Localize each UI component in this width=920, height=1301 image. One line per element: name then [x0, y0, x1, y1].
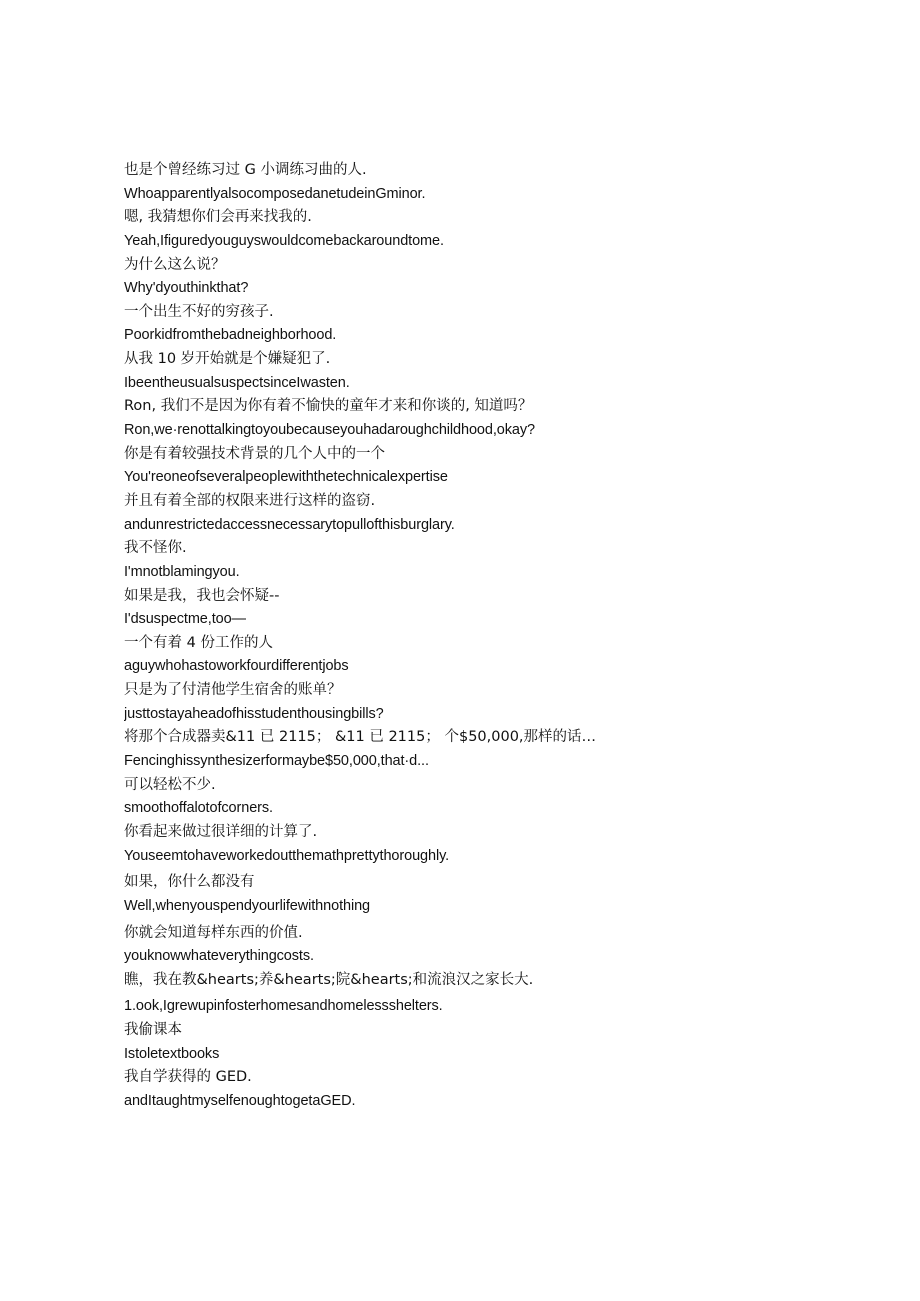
english-subtitle-line: Yeah,Ifiguredyouguyswouldcomebackaroundtome.	[124, 232, 444, 249]
chinese-subtitle-line: Ron, 我们不是因为你有着不愉快的童年才来和你谈的, 知道吗？	[124, 398, 533, 415]
chinese-subtitle-line: 我不怪你.	[124, 540, 187, 557]
chinese-subtitle-line: 一个有着 4 份工作的人	[124, 634, 273, 651]
english-subtitle-line: Fencinghissynthesizerformaybe$50,000,that·d...	[124, 753, 429, 770]
chinese-subtitle-line: 我自学获得的 GED.	[124, 1069, 252, 1086]
chinese-subtitle-line: 如果是我，我也会怀疑--	[124, 587, 280, 604]
chinese-subtitle-line: 也是个曾经练习过 G 小调练习曲的人.	[124, 162, 367, 178]
english-subtitle-line: Poorkidfromthebadneighborhood.	[124, 327, 337, 344]
chinese-subtitle-line: 一个出生不好的穷孩子.	[124, 303, 274, 320]
english-subtitle-line: You'reoneofseveralpeoplewiththetechnicalexpertise	[124, 469, 448, 486]
english-subtitle-line: andunrestrictedaccessnecessarytopullofthisburglary.	[124, 516, 455, 533]
chinese-subtitle-line: 我偷课本	[124, 1022, 182, 1039]
english-subtitle-line: Well,whenyouspendyourlifewithnothing	[124, 897, 371, 914]
chinese-subtitle-line: 并且有着全部的权限来进行这样的盗窃.	[124, 492, 376, 509]
english-subtitle-line: justtostayaheadofhisstudenthousingbills?	[124, 705, 384, 722]
english-subtitle-line: I'mnotblamingyou.	[124, 563, 240, 580]
english-subtitle-line: IbeentheusualsuspectsinceIwasten.	[124, 374, 350, 391]
english-subtitle-line: Youseemtohaveworkedoutthemathprettythoroughly.	[124, 847, 450, 864]
english-subtitle-line: aguywhohastoworkfourdifferentjobs	[124, 658, 349, 675]
english-subtitle-line: WhoapparentlyalsocomposedanetudeinGminor.	[124, 185, 426, 202]
chinese-subtitle-line: 只是为了付清他学生宿舍的账单？	[124, 682, 342, 699]
chinese-subtitle-line: 可以轻松不少.	[124, 776, 216, 793]
chinese-subtitle-line: 嗯, 我猜想你们会再来找我的.	[124, 209, 312, 226]
english-subtitle-line: Istoletextbooks	[124, 1045, 220, 1062]
chinese-subtitle-line: 如果，你什么都没有	[124, 874, 255, 891]
subtitle-text-body	[124, 159, 884, 1114]
english-subtitle-line: andItaughtmyselfenoughtogetaGED.	[124, 1092, 356, 1109]
english-subtitle-line: youknowwhateverythingcosts.	[124, 948, 314, 965]
chinese-subtitle-line: 你就会知道每样东西的价值.	[124, 924, 303, 941]
english-subtitle-line: Why'dyouthinkthat?	[124, 280, 249, 297]
english-subtitle-line: smoothoffalotofcorners.	[124, 800, 273, 817]
english-subtitle-line: Ron,we·renottalkingtoyoubecauseyouhadaroughchildhood,okay?	[124, 422, 535, 439]
chinese-subtitle-line: 瞧，我在教&hearts;养&hearts;院&hearts;和流浪汉之家长大.	[124, 971, 534, 988]
chinese-subtitle-line: 你是有着较强技术背景的几个人中的一个	[124, 445, 385, 462]
chinese-subtitle-line: 将那个合成器卖&11 已 2115； &11 已 2115； 个$50,000,那样的话…	[124, 729, 597, 746]
chinese-subtitle-line: 为什么这么说？	[124, 256, 226, 273]
chinese-subtitle-line: 从我 10 岁开始就是个嫌疑犯了.	[124, 351, 331, 368]
english-subtitle-line: I'dsuspectme,too—	[124, 611, 246, 628]
chinese-subtitle-line: 你看起来做过很详细的计算了.	[124, 823, 318, 840]
english-subtitle-line: 1.ook,Igrewupinfosterhomesandhomelessshelters.	[124, 998, 443, 1015]
